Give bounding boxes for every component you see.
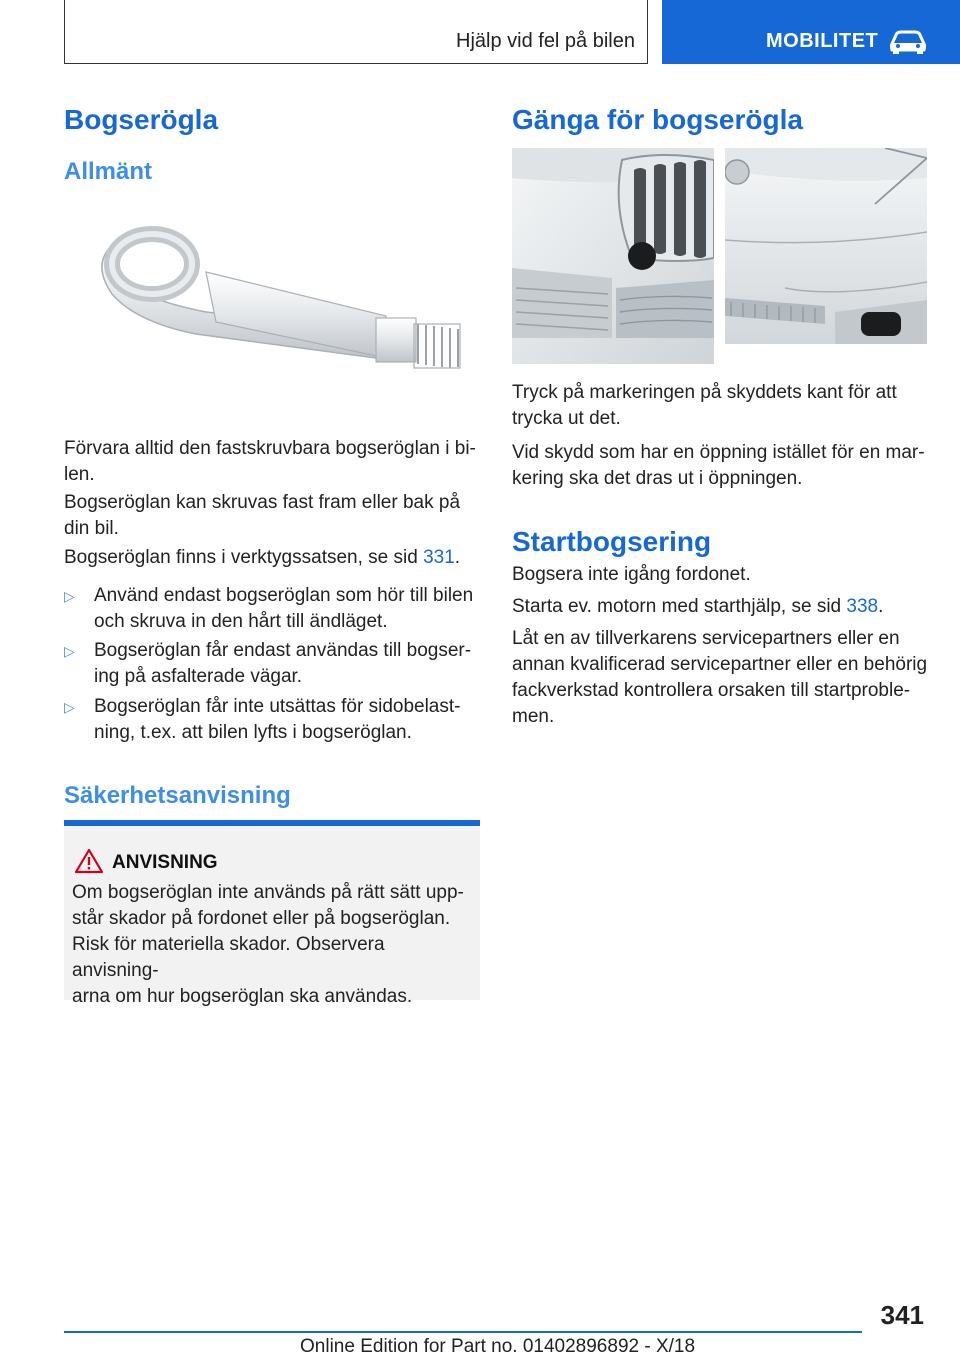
text-line: men. (512, 706, 555, 727)
section-heading-allmant: Allmänt (64, 158, 153, 185)
list-item-text (94, 694, 460, 746)
paragraph-opening (512, 440, 925, 492)
notice-title: ANVISNING (112, 852, 218, 873)
list-item-text (94, 583, 473, 635)
text-line: fackverkstad kontrollera orsaken till startproble- (512, 680, 911, 701)
text-line: Tryck på markeringen på skyddets kant för att (512, 382, 897, 403)
paragraph-toolkit (64, 545, 460, 571)
header-chapter-box (64, 0, 648, 64)
footer-divider (64, 1331, 862, 1333)
paragraph-storage (64, 436, 476, 488)
triangle-bullet-icon: ▷ (64, 588, 75, 604)
page-title-bogserogla: Bogserögla (64, 104, 219, 135)
triangle-bullet-icon: ▷ (64, 699, 75, 715)
text-line: och skruva in den hårt till ändläget. (94, 611, 388, 632)
text-line: Bogseröglan får inte utsättas för sidobelast- (94, 696, 461, 717)
text-line: Bogseröglan kan skruvas fast fram eller bak på (64, 492, 461, 513)
notice-box (64, 820, 480, 1007)
text-punctuation: . (454, 547, 461, 568)
text-line: arna om hur bogseröglan ska användas. (72, 986, 413, 1007)
tow-eye-illustration (96, 212, 476, 402)
page-title-ganga: Gänga för bogserögla (512, 104, 803, 135)
section-heading-startbogsering: Startbogsering (512, 526, 712, 557)
paragraph-press-marking (512, 380, 897, 432)
notice-text (72, 880, 476, 1010)
header-section-tab[interactable] (662, 0, 960, 64)
list-item-text (94, 638, 471, 690)
text-line: Om bogseröglan inte används på rätt sätt upp- (72, 882, 464, 903)
warning-triangle-icon (74, 848, 104, 874)
text-line: Bogseröglan får endast användas till bogser- (94, 640, 472, 661)
section-heading-sakerhetsanvisning: Säkerhetsanvisning (64, 782, 291, 809)
text-line: Låt en av tillverkarens servicepartners eller en (512, 628, 900, 649)
page-link-331[interactable]: 331 (423, 547, 455, 568)
text-line: len. (64, 464, 95, 485)
text-line: kering ska det dras ut i öppningen. (512, 468, 803, 489)
page-link-338[interactable]: 338 (846, 596, 879, 617)
list-item (64, 638, 480, 690)
list-item (64, 583, 480, 635)
text-line: Vid skydd som har en öppning istället för en mar- (512, 442, 925, 463)
footer-edition-text: Online Edition for Part no. 01402896892 - X/18 (300, 1336, 696, 1357)
front-bumper-photo (512, 148, 714, 364)
text-line: ing på asfalterade vägar. (94, 666, 303, 687)
car-icon (888, 28, 928, 54)
header-section-label: MOBILITET (766, 30, 879, 52)
header-chapter-title: Hjälp vid fel på bilen (456, 30, 635, 52)
paragraph-no-tow-start (512, 562, 751, 588)
triangle-bullet-icon: ▷ (64, 643, 75, 659)
paragraph-jump-start (512, 594, 883, 620)
text-line: trycka ut det. (512, 408, 621, 429)
text-line: Bogsera inte igång fordonet. (512, 564, 751, 585)
text-line: Bogseröglan finns i verktygssatsen, se sid (64, 547, 424, 568)
list-item (64, 694, 480, 746)
text-line: ning, t.ex. att bilen lyfts i bogseröglan. (94, 722, 412, 743)
text-line: din bil. (64, 518, 119, 539)
paragraph-mounting (64, 490, 460, 542)
text-line: står skador på fordonet eller på bogseröglan. (72, 908, 451, 929)
text-line: Förvara alltid den fastskruvbara bogseröglan i bi- (64, 438, 476, 459)
page-number: 341 (880, 1300, 924, 1330)
text-line: annan kvalificerad servicepartner eller en behörig (512, 654, 928, 675)
text-punctuation: . (878, 596, 884, 617)
text-line: Starta ev. motorn med starthjälp, se sid (512, 596, 847, 617)
text-line: Använd endast bogseröglan som hör till bilen (94, 585, 474, 606)
rear-bumper-photo (725, 148, 927, 344)
text-line: Risk för materiella skador. Observera anvisning- (72, 934, 385, 981)
paragraph-service (512, 626, 927, 730)
